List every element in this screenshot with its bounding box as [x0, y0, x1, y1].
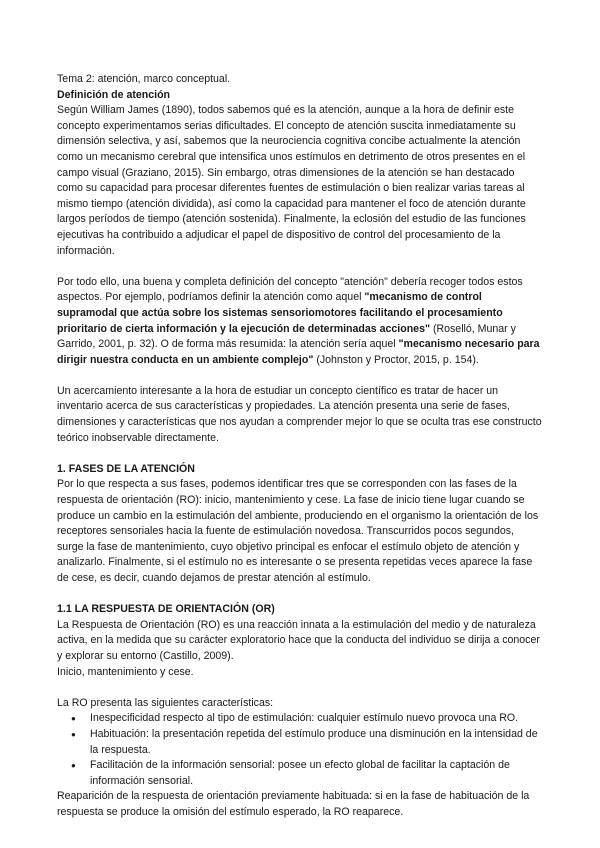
section-heading-respuesta: 1.1 LA RESPUESTA DE ORIENTACIÓN (OR)	[57, 603, 275, 616]
paragraph-phases-list: Inicio, mantenimiento y cese.	[57, 665, 194, 678]
definition-heading: Definición de atención	[57, 88, 171, 101]
paragraph-james: Según William James (1890), todos sabemos qué es la atención, aunque a la hora de definir este concepto experimentamos serias dificultades. El concepto de atención suscita inmediatamente su dimensión selectiva, y así, sabemos que la neurociencia cognitiva concibe actualmente la atención como un mecanismo cerebral que intensifica unos estímulos en detrimento de otros presentes en el campo visual (Graziano, 2015). Sin embargo, otras dimensiones de la atención se han destacado como su capacidad para procesar diferentes fuentes de estimulación o bien realizar varias tareas al mismo tiempo (atención dividida), así como la capacidad para mantener el foco de atención durante largos períodos de tiempo (atención sostenida). Finalmente, la eclosión del estudio de las funciones ejecutivas ha contribuido a adjudicar el papel de dispositivo de control del procesamiento de la información.	[57, 104, 526, 257]
list-item: ● Facilitación de la información sensorial: posee un efecto global de facilitar la captación de información sensorial.	[90, 758, 543, 789]
definition-quote-1: "mecanismo de control supramodal que actúa sobre los sistemas sensoriomotores facilitando el procesamiento prioritario de cierta información y la ejecución de determinadas acciones"	[57, 291, 503, 335]
paragraph-approach: Un acercamiento interesante a la hora de estudiar un concepto científico es tratar de hacer un inventario acerca de sus características y propiedades. La atención presenta una serie de fases, dimensiones y características que nos ayudan a comprender mejor lo que se oculta tras ese constructo teórico inobservable directamente.	[57, 384, 542, 444]
document-page	[57, 72, 543, 821]
spacer	[57, 680, 543, 696]
paragraph-definition-text-a: Por todo ello, una buena y completa definición del concepto "atención" debería recoger todos estos aspectos. Por ejemplo, podríamos definir la atención como aquel	[57, 275, 523, 304]
characteristics-list	[57, 711, 543, 789]
section-heading-fases: 1. FASES DE LA ATENCIÓN	[57, 462, 195, 475]
spacer	[57, 587, 543, 603]
topic-line: Tema 2: atención, marco conceptual.	[57, 73, 231, 85]
paragraph-definition-text-e: (Johnston y Proctor, 2015, p. 154).	[313, 353, 479, 366]
spacer	[57, 446, 543, 462]
paragraph-ro-intro: La RO presenta las siguientes características:	[57, 696, 274, 709]
list-item: ● Inespecificidad respecto al tipo de estimulación: cualquier estímulo nuevo provoca una RO.	[90, 711, 543, 727]
spacer	[57, 368, 543, 384]
list-item: ● Habituación: la presentación repetida del estímulo produce una disminución en la intensidad de la respuesta.	[90, 727, 543, 758]
paragraph-ro-definition: La Respuesta de Orientación (RO) es una reacción innata a la estimulación del medio y de naturaleza activa, en la medida que su carácter exploratorio hace que la conducta del individuo se dirija a conocer y explorar su entorno (Castillo, 2009).	[57, 618, 540, 662]
paragraph-fases: Por lo que respecta a sus fases, podemos identificar tres que se corresponden con las fases de la respuesta de orientación (RO): inicio, mantenimiento y cese. La fase de inicio tiene lugar cuando se produce un cambio en la estimulación del ambiente, produciendo en el organismo la orientación de los receptores sensoriales hacia la fuente de estimulación novedosa. Transcurridos pocos segundos, surge la fase de mantenimiento, cuyo objetivo principal es enfocar el estímulo objeto de atención y analizarlo. Finalmente, si el estímulo no es interesante o se presenta repetidas veces aparece la fase de cese, es decir, cuando dejamos de prestar atención al estímulo.	[57, 478, 539, 584]
paragraph-definition	[57, 275, 543, 369]
spacer	[57, 259, 543, 275]
paragraph-definition-text-c: (Roselló, Munar y Garrido, 2001, p. 32). O de forma más resumida: la atención sería aquel	[57, 322, 516, 351]
paragraph-reappearance: Reaparición de la respuesta de orientación previamente habituada: si en la fase de habituación de la respuesta se produce la omisión del estímulo esperado, la RO reaparece.	[57, 790, 530, 818]
definition-quote-2: "mecanismo necesario para dirigir nuestra conducta en un ambiente complejo"	[57, 338, 540, 366]
